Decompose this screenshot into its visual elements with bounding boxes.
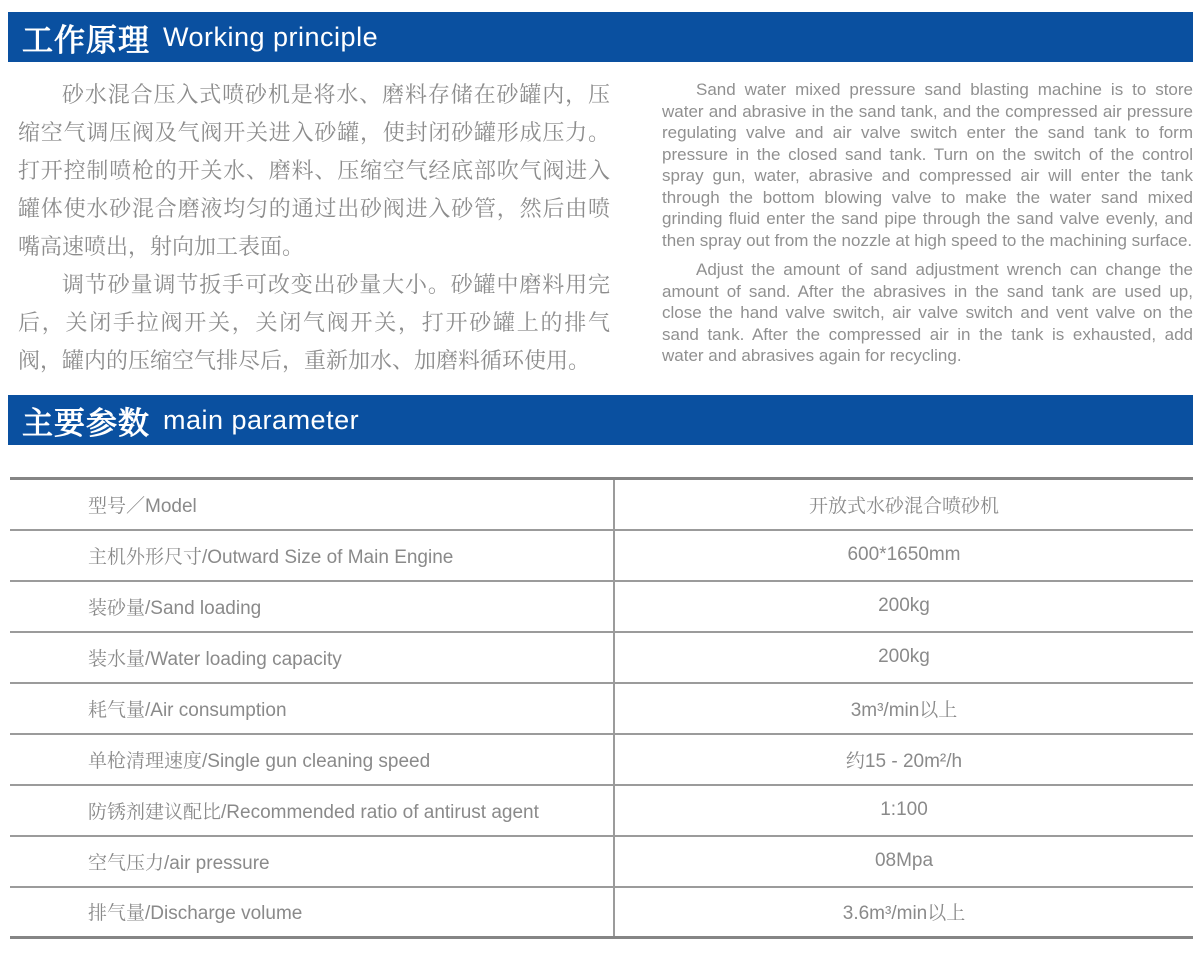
parameter-label: 耗气量/Air consumption [10,683,614,734]
table-row [10,887,1193,938]
english-paragraph-1: Sand water mixed pressure sand blasting machine is to store water and abrasive in the sand tank, and the compressed air pressure regulating valve and air valve switch enter the sand tank to form pressure in the closed sand tank. Turn on the switch of the control spray gun, water, abrasive and compressed air will enter the tank through the bottom blowing valve to make the water sand mixed grinding fluid enter the sand pipe through the sand valve evenly, and then spray out from the nozzle at high speed to the machining surface. [662,80,1193,250]
parameter-value: 1:100 [614,785,1193,836]
parameter-value: 600*1650mm [614,530,1193,581]
parameter-label: 型号／Model [10,479,614,530]
parameter-value: 200kg [614,581,1193,632]
parameter-value: 开放式水砂混合喷砂机 [614,479,1193,530]
english-paragraph-2: Adjust the amount of sand adjustment wrench can change the amount of sand. After the abrasives in the sand tank are used up, close the hand valve switch, air valve switch and vent valve on the sand tank. After the compressed air in the tank is exhausted, add water and abrasives again for recycling. [662,260,1193,365]
table-row [10,581,1193,632]
working-principle-title-zh: 工作原理 [22,22,150,58]
working-principle-header [8,12,1193,62]
parameter-value: 3m³/min以上 [614,683,1193,734]
table-row [10,479,1193,530]
english-column [662,76,1193,380]
parameter-label: 主机外形尺寸/Outward Size of Main Engine [10,530,614,581]
table-row [10,530,1193,581]
chinese-paragraph-1: 砂水混合压入式喷砂机是将水、磨料存储在砂罐内，压缩空气调压阀及气阀开关进入砂罐，使封闭砂罐形成压力。打开控制喷枪的开关水、磨料、压缩空气经底部吹气阀进入罐体使水砂混合磨液均匀的通过出砂阀进入砂管，然后由喷嘴高速喷出，射向加工表面。 [18,82,610,259]
table-row [10,785,1193,836]
chinese-paragraph-2: 调节砂量调节扳手可改变出砂量大小。砂罐中磨料用完后，关闭手拉阀开关，关闭气阀开关，打开砂罐上的排气阀，罐内的压缩空气排尽后，重新加水、加磨料循环使用。 [18,272,610,373]
parameter-table [10,477,1193,939]
parameter-value: 约15 - 20m²/h [614,734,1193,785]
parameter-label: 单枪清理速度/Single gun cleaning speed [10,734,614,785]
table-row [10,683,1193,734]
parameter-label: 装砂量/Sand loading [10,581,614,632]
parameter-label: 空气压力/air pressure [10,836,614,887]
parameter-value: 3.6m³/min以上 [842,903,966,925]
parameter-table-body [10,479,1193,938]
parameter-label: 排气量/Discharge volume [10,887,614,938]
chinese-column [18,76,610,380]
parameter-label: 防锈剂建议配比/Recommended ratio of antirust agent [10,785,614,836]
working-principle-body [18,76,1193,380]
working-principle-title-en: Working principle [163,21,379,52]
table-row [10,836,1193,887]
main-parameter-header [8,395,1193,445]
table-row [10,734,1193,785]
parameter-label: 装水量/Water loading capacity [10,632,614,683]
table-row [10,632,1193,683]
parameter-value: 200kg [614,632,1193,683]
main-parameter-title-zh: 主要参数 [22,405,150,441]
parameter-value: 08Mpa [614,836,1193,887]
main-parameter-title-en: main parameter [163,404,360,435]
